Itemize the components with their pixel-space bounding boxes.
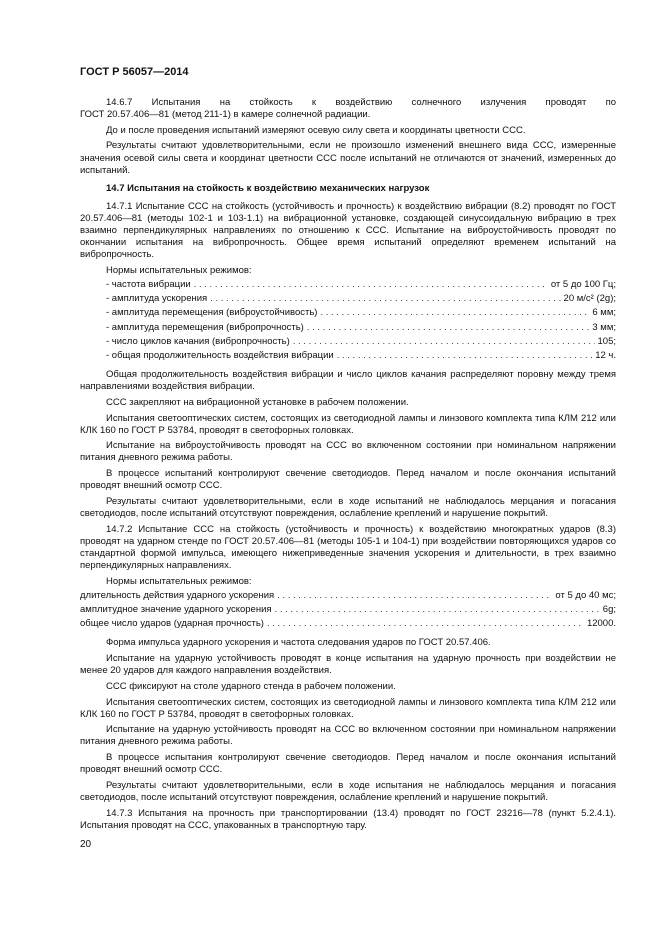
leader-dots: [275, 604, 600, 616]
leader-dots: [320, 307, 589, 319]
paragraph: Испытания светооптических систем, состоящих из светодиодной лампы и линзового комплекта типа КЛМ 212 или КЛК 160 по ГОСТ Р 53784, проводят в светофорных головках.: [80, 412, 616, 436]
norms-title: Нормы испытательных режимов:: [106, 575, 252, 587]
norm-row: [80, 618, 616, 632]
norm-row: [80, 322, 616, 336]
norm-value: 20 м/с² (2g);: [563, 293, 616, 305]
norm-value: 12 ч.: [595, 349, 616, 361]
section-heading-14-7: 14.7 Испытания на стойкость к воздействию механических нагрузок: [106, 182, 430, 194]
paragraph: Испытание на ударную устойчивость проводят на ССС во включенном состоянии при номинальном напряжении питания дневного режима работы.: [80, 724, 616, 748]
page-number: 20: [80, 839, 92, 850]
leader-dots: [267, 618, 584, 630]
norm-row: [80, 604, 616, 618]
document-body: [80, 97, 616, 835]
norm-row: [80, 350, 616, 364]
norms-title: Нормы испытательных режимов:: [106, 264, 252, 276]
leader-dots: [210, 293, 560, 305]
paragraph: ССС закрепляют на вибрационной установке в рабочем положении.: [106, 396, 409, 408]
paragraph: Испытания светооптических систем, состоящих из светодиодной лампы и линзового комплекта типа КЛМ 212 или КЛК 160 по ГОСТ Р 53784, проводят в светофорных головках.: [80, 696, 616, 720]
paragraph: Результаты считают удовлетворительными, если в ходе испытаний не наблюдалось мерцания и погасания светодиодов, после испытаний отсутствуют повреждения, ослабление креплений и нарушение покрытий.: [80, 495, 616, 520]
norm-row: [80, 279, 616, 293]
norms-list-vibration: [80, 279, 616, 364]
paragraph: Результаты считают удовлетворительными, если не произошло изменений внешнего вида ССС, измеренные значения осевой силы света и координат цветности ССС после испытаний не отличаются от значений, измеренных до испытаний.: [80, 140, 616, 176]
norm-label: - общая продолжительность воздействия вибрации: [106, 349, 334, 361]
paragraph: В процессе испытаний контролируют свечение светодиодов. Перед началом и после окончания испытаний проводят внешний осмотр ССС.: [80, 468, 616, 492]
paragraph-14-6-7-line2: ГОСТ 20.57.406—81 (метод 211-1) в камере солнечной радиации.: [80, 109, 371, 121]
paragraph: ССС фиксируют на столе ударного стенда в рабочем положении.: [106, 680, 396, 692]
paragraph-14-6-7-line1: 14.6.7 Испытания на стойкость к воздействию солнечного излучения проводят по: [106, 97, 616, 108]
paragraph: Результаты считают удовлетворительными, если в ходе испытания не наблюдалось мерцания и погасания светодиодов, после испытаний отсутствуют повреждения, ослабление креплений и нарушение покрытий.: [80, 779, 616, 803]
leader-dots: [337, 350, 592, 362]
leader-dots: [307, 322, 590, 334]
norm-label: амплитудное значение ударного ускорения: [80, 603, 272, 615]
norm-value: от 5 до 40 мс;: [555, 589, 616, 601]
norm-label: - амплитуда перемещения (вибропрочность): [106, 321, 304, 333]
leader-dots: [293, 336, 595, 348]
paragraph: В процессе испытания контролируют свечение светодиодов. Перед началом и после окончания испытаний проводят внешний осмотр ССС.: [80, 752, 616, 776]
norm-label: - частота вибрации: [106, 279, 191, 290]
paragraph-14-7-3: 14.7.3 Испытания на прочность при транспортировании (13.4) проводят по ГОСТ 23216—78 (пункт 5.2.4.1). Испытания проводят на ССС, упакованных в транспортную тару.: [80, 807, 616, 831]
paragraph-14-7-2: 14.7.2 Испытание ССС на стойкость (устойчивость и прочность) к воздействию многократных ударов (8.3) проводят на ударном стенде по ГОСТ 20.57.406—81 (методы 105-1 и 104-1) при воздействии повторяющихся ударов со стандартной формой импульса, имеющего нижеприведенные значения ускорения и длительности, в трех взаимно перпендикулярных направлениях.: [80, 523, 616, 571]
norm-row: [80, 590, 616, 604]
norm-value: от 5 до 100 Гц;: [550, 279, 616, 290]
paragraph: Испытание на ударную устойчивость проводят в конце испытания на ударную прочность при воздействии не менее 20 ударов для каждого направления воздействия.: [80, 653, 616, 677]
document-header: ГОСТ Р 56057—2014: [80, 66, 189, 78]
paragraph: Форма импульса ударного ускорения и частота следования ударов по ГОСТ 20.57.406.: [106, 637, 491, 649]
norms-list-shock: [80, 590, 616, 633]
norm-row: [80, 307, 616, 321]
norm-value: 105;: [597, 335, 616, 347]
norm-row: [80, 293, 616, 307]
paragraph-14-7-1: 14.7.1 Испытание ССС на стойкость (устойчивость и прочность) к воздействию вибрации (8.2) проводят по ГОСТ 20.57.406—81 (методы 102-1 и 103-1.1) на вибрационной установке, создающей синусоидальную вибрацию в трех взаимно перпендикулярных направлениях по отношению к ССС. Испытание на виброустойчивость проводят по окончании испытания на вибропрочность. Общее время испытаний определяют временем испытаний на вибропрочность.: [80, 200, 616, 261]
norm-label: общее число ударов (ударная прочность): [80, 618, 264, 630]
paragraph: До и после проведения испытаний измеряют осевую силу света и координаты цветности ССС.: [106, 124, 526, 136]
norm-value: 12000.: [586, 618, 616, 630]
norm-value: 3 мм;: [592, 321, 616, 333]
leader-dots: [277, 590, 552, 602]
norm-label: - амплитуда перемещения (виброустойчивость): [106, 307, 318, 319]
paragraph: Испытание на виброустойчивость проводят на ССС во включенном состоянии при номинальном напряжении питания дневного режима работы.: [80, 440, 616, 464]
norm-value: 6 мм;: [592, 307, 616, 319]
norm-label: длительность действия ударного ускорения: [80, 589, 275, 601]
norm-value: 6g;: [602, 603, 616, 615]
paragraph: Общая продолжительность воздействия вибрации и число циклов качания распределяют поровну между тремя направлениями воздействия вибрации.: [80, 369, 616, 393]
norm-label: - амплитуда ускорения: [106, 293, 208, 305]
leader-dots: [194, 279, 548, 291]
norm-label: - число циклов качания (вибропрочность): [106, 335, 290, 347]
norm-row: [80, 336, 616, 350]
